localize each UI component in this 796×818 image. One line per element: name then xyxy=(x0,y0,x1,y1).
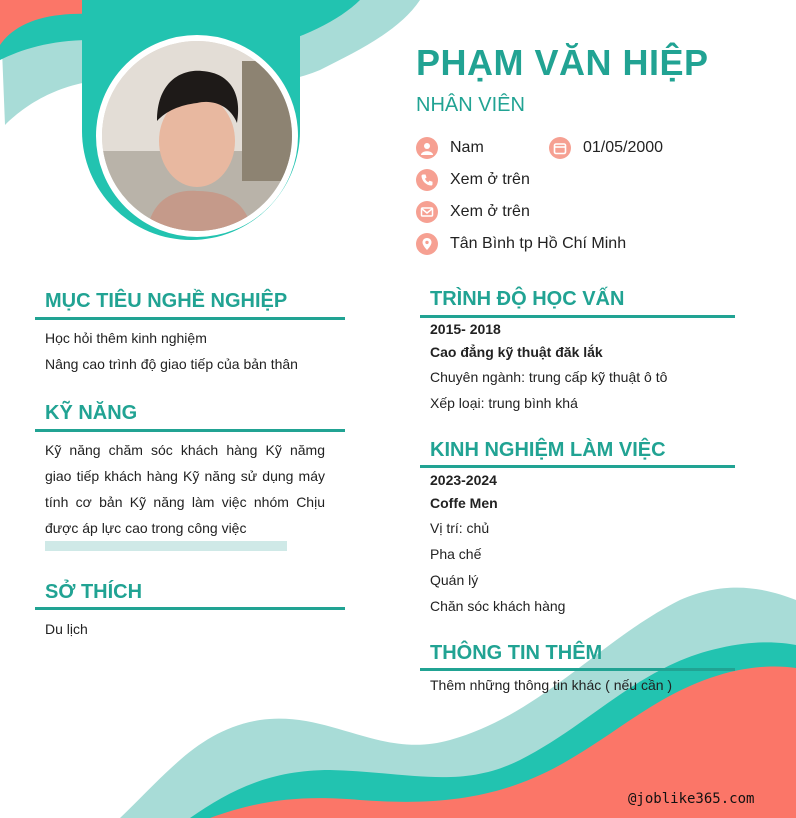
skills-level-bar xyxy=(45,541,287,551)
experience-title: KINH NGHIỆM LÀM VIỆC xyxy=(430,439,666,461)
avatar xyxy=(96,35,298,237)
birthdate-value: 01/05/2000 xyxy=(583,139,664,156)
education-school: Cao đẳng kỹ thuật đăk lắk xyxy=(430,344,603,360)
skills-title: KỸ NĂNG xyxy=(45,402,138,424)
education-title: TRÌNH ĐỘ HỌC VẤN xyxy=(430,288,625,310)
phone-value: Xem ở trên xyxy=(450,171,530,188)
education-grade: Xếp loại: trung bình khá xyxy=(430,395,578,411)
experience-rule xyxy=(420,465,735,468)
skills-text: Kỹ năng chăm sóc khách hàng Kỹ nămg giao tiếp khách hàng Kỹ năng sử dụng máy tính cơ bản Kỹ năng làm việc nhóm Chịu được áp lực cao trong công việc xyxy=(45,442,325,536)
education-period: 2015- 2018 xyxy=(430,321,501,337)
address-row xyxy=(416,233,626,255)
mail-icon xyxy=(416,201,438,223)
objective-rule xyxy=(35,317,345,320)
objective-line-2: Nâng cao trình độ giao tiếp của bản thân xyxy=(45,356,298,372)
gender-value: Nam xyxy=(450,139,484,156)
phone-icon xyxy=(416,169,438,191)
extra-rule xyxy=(420,668,735,671)
gender-row xyxy=(416,137,484,159)
experience-item-3: Quán lý xyxy=(430,572,479,588)
extra-title: THÔNG TIN THÊM xyxy=(430,642,603,664)
avatar-photo xyxy=(102,41,292,231)
experience-item-2: Pha chế xyxy=(430,546,482,562)
education-major: Chuyên ngành: trung cấp kỹ thuật ô tô xyxy=(430,369,668,385)
experience-company: Coffe Men xyxy=(430,495,498,511)
objective-line-1: Học hỏi thêm kinh nghiệm xyxy=(45,330,207,346)
education-rule xyxy=(420,315,735,318)
calendar-icon xyxy=(549,137,571,159)
extra-text: Thêm những thông tin khác ( nếu cần ) xyxy=(430,677,673,693)
candidate-role: NHÂN VIÊN xyxy=(416,94,525,116)
objective-title: MỤC TIÊU NGHỀ NGHIỆP xyxy=(45,290,288,312)
email-value: Xem ở trên xyxy=(450,203,530,220)
experience-item-1: Vị trí: chủ xyxy=(430,520,490,536)
footer-watermark: @joblike365.com xyxy=(628,791,755,807)
candidate-name: PHẠM VĂN HIỆP xyxy=(416,42,709,83)
phone-row xyxy=(416,169,530,191)
user-icon xyxy=(416,137,438,159)
skills-rule xyxy=(35,429,345,432)
address-value: Tân Bình tp Hồ Chí Minh xyxy=(450,235,627,252)
experience-period: 2023-2024 xyxy=(430,472,497,488)
experience-item-4: Chăn sóc khách hàng xyxy=(430,598,566,614)
hobbies-text: Du lịch xyxy=(45,621,88,637)
hobbies-title: SỞ THÍCH xyxy=(45,581,143,603)
location-pin-icon xyxy=(416,233,438,255)
email-row xyxy=(416,201,530,223)
birthdate-row xyxy=(549,137,663,159)
hobbies-rule xyxy=(35,607,345,610)
